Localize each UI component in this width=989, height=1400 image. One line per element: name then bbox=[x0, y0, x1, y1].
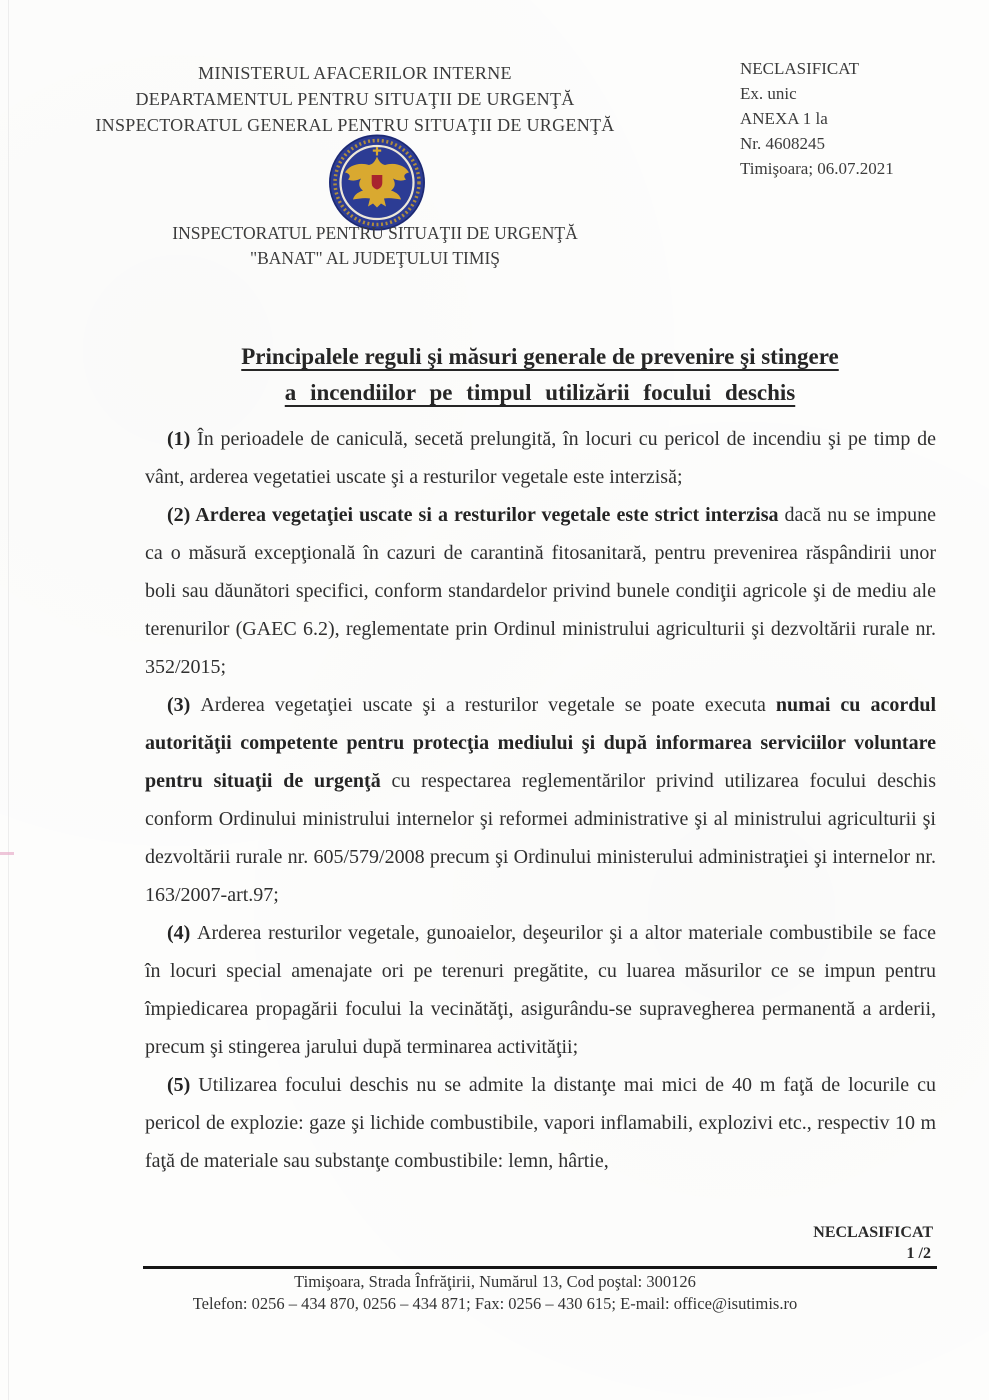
inspectorate-line-1: INSPECTORATUL PENTRU SITUAŢII DE URGENŢĂ bbox=[172, 223, 578, 243]
ministry-line-1: MINISTERUL AFACERILOR INTERNE bbox=[198, 63, 512, 83]
paragraph bbox=[145, 1066, 936, 1180]
paragraph bbox=[145, 420, 936, 496]
paragraph-bold-segment: (4) bbox=[167, 922, 197, 944]
paragraph-bold-segment: (1) bbox=[167, 428, 198, 450]
paragraph-segment: Utilizarea focului deschis nu se admite la distanţe mai mici de 40 m faţă de locurile cu pericol de explozie: gaze şi lichide combustibile, vapori inflamabili, explozivi etc., respectiv 10 m faţă de materiale sau substanţe combustibile: lemn, hârtie, bbox=[145, 1074, 936, 1172]
paragraph-bold-segment: (2) Arderea vegetaţiei uscate si a resturilor vegetale este strict interzisa bbox=[167, 504, 785, 526]
inspectorate-line-2: "BANAT" AL JUDEŢULUI TIMIŞ bbox=[249, 248, 501, 268]
footer-classification: NECLASIFICAT bbox=[813, 1224, 933, 1241]
annex-label: ANEXA 1 la bbox=[740, 109, 828, 128]
paragraph-segment: cu respectarea reglementărilor privind utilizarea focului deschis conform Ordinului ministrului internelor şi reformei administrative şi al ministrului agriculturii şi dezvoltării rurale nr. 605/579/2008 precum şi Ordinului ministerului administraţiei şi internelor nr. 163/2007-art.97; bbox=[145, 770, 936, 906]
ministry-header bbox=[55, 60, 655, 138]
title-line-1: Principalele reguli şi măsuri generale de prevenire şi stingere bbox=[241, 344, 839, 369]
igsu-emblem-icon bbox=[327, 131, 427, 234]
paragraph-segment: dacă nu se impune ca o măsură excepţională în cazuri de carantină fitosanitară, pentru prevenirea răspândirii unor boli sau dăunători specifici, conform standardelor privind bunele condiţii agricole şi de mediu ale terenurilor (GAEC 6.2), reglementate prin Ordinul ministrului agriculturii şi dezvoltării rurale nr. 352/2015; bbox=[145, 504, 937, 678]
document-title bbox=[145, 339, 935, 411]
classification-label: NECLASIFICAT bbox=[740, 59, 860, 78]
paragraph-segment: Arderea resturilor vegetale, gunoaielor, deşeurilor şi a altor materiale combustibile se face în locuri special amenajate ori pe terenuri pregătite, cu luarea măsurilor ce se impun pentru împiedicarea propagării focului la vecinătăţi, asigurându-se supravegherea permanentă a arderii, precum şi stingerea jarului după terminarea activităţii; bbox=[145, 922, 936, 1058]
body-paragraphs bbox=[145, 420, 936, 1180]
paragraph-bold-segment: (5) bbox=[167, 1074, 199, 1096]
footer-rule bbox=[143, 1266, 937, 1269]
classification-block bbox=[740, 56, 970, 181]
scan-artifact-vertical-line bbox=[8, 0, 9, 1400]
footer-contact-line: Telefon: 0256 – 434 870, 0256 – 434 871; Fax: 0256 – 430 615; E-mail: office@isutimis.ro bbox=[192, 1294, 798, 1313]
paragraph-bold-segment: numai cu acordul autorităţii competente pentru protecţia mediului şi după informarea serviciilor voluntare pentru situaţii de urgenţă bbox=[145, 694, 936, 792]
place-date: Timişoara; 06.07.2021 bbox=[740, 159, 894, 178]
page-number: 1 /2 bbox=[906, 1245, 931, 1262]
paragraph bbox=[145, 914, 936, 1066]
scan-artifact-pink-mark bbox=[0, 852, 14, 855]
footer-address-block bbox=[100, 1271, 890, 1315]
paragraph bbox=[145, 496, 936, 686]
inspectorate-header bbox=[80, 221, 670, 271]
paragraph bbox=[145, 686, 936, 914]
ministry-line-2: DEPARTAMENTUL PENTRU SITUAŢII DE URGENŢĂ bbox=[135, 89, 575, 109]
paragraph-segment: Arderea vegetaţiei uscate şi a resturilor vegetale se poate executa bbox=[200, 694, 776, 716]
title-line-2: a incendiilor pe timpul utilizării focului deschis bbox=[284, 380, 796, 405]
paragraph-bold-segment: (3) bbox=[167, 694, 201, 716]
footer-classification-block bbox=[145, 1222, 933, 1264]
copy-label: Ex. unic bbox=[740, 84, 797, 103]
paragraph-segment: În perioadele de caniculă, secetă prelungită, în locuri cu pericol de incendiu şi pe timp de vânt, arderea vegetatiei uscate şi a resturilor vegetale este interzisă; bbox=[145, 428, 936, 488]
ministry-line-3: INSPECTORATUL GENERAL PENTRU SITUAŢII DE URGENŢĂ bbox=[95, 115, 615, 135]
registration-number: Nr. 4608245 bbox=[740, 134, 825, 153]
footer-address-line: Timişoara, Strada Înfrăţirii, Numărul 13, Cod poştal: 300126 bbox=[294, 1272, 696, 1291]
